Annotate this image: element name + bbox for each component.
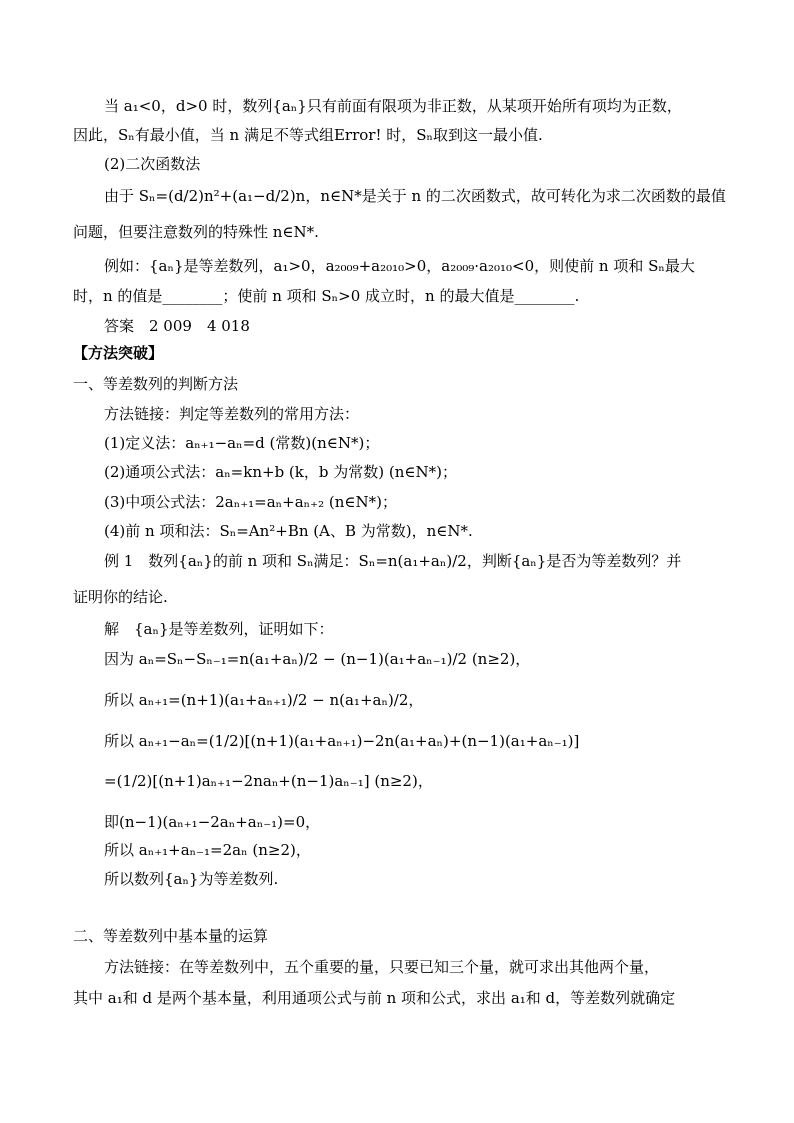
text-line: 一、等差数列的判断方法 (73, 375, 239, 393)
text-line: 例 1 数列{aₙ}的前 n 项和 Sₙ满足：Sₙ=n(a₁+aₙ)/2，判断{aₙ}是否为等差数列？并 (104, 552, 682, 570)
text-line: (1)定义法：aₙ₊₁−aₙ=d (常数)(n∈N*)； (104, 434, 380, 452)
text-line: 由于 Sₙ=(d/2)n²+(a₁−d/2)n，n∈N*是关于 n 的二次函数式，故可转化为求二次函数的最值 (104, 187, 726, 205)
text-line: 所以数列{aₙ}为等差数列. (104, 870, 279, 888)
text-line: 因此，Sₙ有最小值，当 n 满足不等式组Error! 时，Sₙ取到这一最小值. (73, 126, 543, 144)
text-line: 例如：{aₙ}是等差数列，a₁>0，a₂₀₀₉+a₂₀₁₀>0，a₂₀₀₉·a₂₀₁₀<0，则使前 n 项和 Sₙ最大 (104, 257, 695, 275)
text-line: 其中 a₁和 d 是两个基本量，利用通项公式与前 n 项和公式，求出 a₁和 d，等差数列就确定 (73, 989, 676, 1007)
text-line: 所以 aₙ₊₁=(n+1)(a₁+aₙ₊₁)/2 − n(a₁+aₙ)/2， (104, 691, 424, 709)
text-line: 所以 aₙ₊₁+aₙ₋₁=2aₙ (n≥2)， (104, 841, 311, 859)
text-line: 当 a₁<0，d>0 时，数列{aₙ}只有前面有限项为非正数，从某项开始所有项均为正数， (104, 97, 682, 115)
text-line: 二、等差数列中基本量的运算 (73, 927, 269, 945)
text-line: 所以 aₙ₊₁−aₙ=(1/2)[(n+1)(a₁+aₙ₊₁)−2n(a₁+aₙ)+(n−1)(a₁+aₙ₋₁)] (104, 732, 580, 750)
text-line: 答案 2 009 4 018 (104, 317, 250, 335)
text-line: 问题，但要注意数列的特殊性 n∈N*. (73, 223, 319, 241)
text-line: 方法链接：在等差数列中，五个重要的量，只要已知三个量，就可求出其他两个量， (104, 958, 660, 976)
text-line: (2)二次函数法 (104, 155, 201, 173)
text-line: 【方法突破】 (73, 344, 164, 362)
text-line: 证明你的结论. (73, 588, 168, 606)
text-line: 解 {aₙ}是等差数列，证明如下： (104, 620, 334, 638)
text-line: (3)中项公式法：2aₙ₊₁=aₙ+aₙ₊₂ (n∈N*)； (104, 493, 397, 511)
text-line: 因为 aₙ=Sₙ−Sₙ₋₁=n(a₁+aₙ)/2 − (n−1)(a₁+aₙ₋₁)/2 (n≥2)， (104, 650, 531, 668)
text-line: 即(n−1)(aₙ₊₁−2aₙ+aₙ₋₁)=0， (104, 813, 321, 831)
text-line: =(1/2)[(n+1)aₙ₊₁−2naₙ+(n−1)aₙ₋₁] (n≥2)， (104, 772, 433, 790)
text-line: (2)通项公式法：aₙ=kn+b (k，b 为常数) (n∈N*)； (104, 463, 457, 481)
text-line: 方法链接：判定等差数列的常用方法： (104, 405, 360, 423)
text-line: (4)前 n 项和法：Sₙ=An²+Bn (A、B 为常数)，n∈N*. (104, 522, 473, 540)
text-line: 时，n 的值是________；使前 n 项和 Sₙ>0 成立时，n 的最大值是________. (73, 287, 580, 305)
